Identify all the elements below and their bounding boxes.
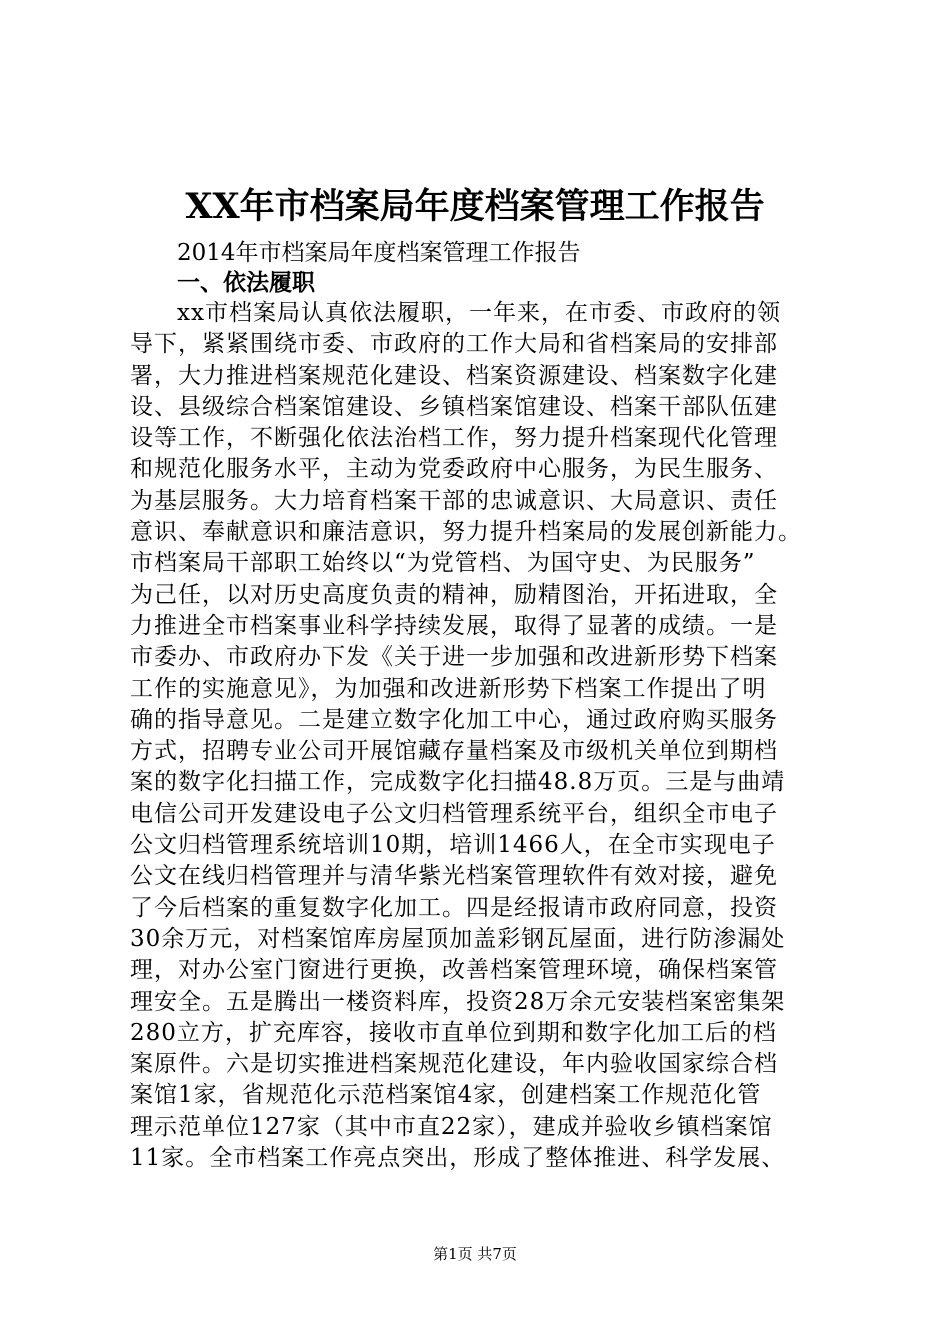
body-line: 电信公司开发建设电子公文归档管理系统平台，组织全市电子 <box>130 800 778 827</box>
body-line: 11家。全市档案工作亮点突出，形成了整体推进、科学发展、 <box>130 1145 786 1172</box>
body-line: 署，大力推进档案规范化建设、档案资源建设、档案数字化建 <box>130 362 778 389</box>
body-line: 方式，招聘专业公司开展馆藏存量档案及市级机关单位到期档 <box>130 738 778 765</box>
body-line: 确的指导意见。二是建立数字化加工中心，通过政府购买服务 <box>130 706 778 733</box>
body-line: 工作的实施意见》，为加强和改进新形势下档案工作提出了明 <box>130 675 767 702</box>
body-line: 和规范化服务水平，主动为党委政府中心服务，为民生服务、 <box>130 456 778 483</box>
body-line: 了今后档案的重复数字化加工。四是经报请市政府同意，投资 <box>130 894 778 921</box>
body-line: 公文在线归档管理并与清华紫光档案管理软件有效对接，避免 <box>130 863 778 890</box>
document-subtitle: 2014年市档案局年度档案管理工作报告 <box>177 240 581 266</box>
body-line: 理安全。五是腾出一楼资料库，投资28万余元安装档案密集架 <box>130 988 786 1015</box>
body-line: 导下，紧紧围绕市委、市政府的工作大局和省档案局的安排部 <box>130 331 778 358</box>
body-line: 30余万元，对档案馆库房屋顶加盖彩钢瓦屋面，进行防渗漏处 <box>130 925 786 952</box>
body-line: 280立方，扩充库容，接收市直单位到期和数字化加工后的档 <box>130 1019 777 1046</box>
page-footer: 第1页 共7页 <box>433 1245 517 1263</box>
body-line: 为基层服务。大力培育档案干部的忠诚意识、大局意识、责任 <box>130 487 778 514</box>
body-line: 市档案局干部职工始终以“为党管档、为国守史、为民服务” <box>130 550 756 577</box>
body-line: 市委办、市政府办下发《关于进一步加强和改进新形势下档案 <box>130 644 778 671</box>
body-line: 为己任，以对历史高度负责的精神，励精图治，开拓进取，全 <box>130 581 778 608</box>
body-line: 设、县级综合档案馆建设、乡镇档案馆建设、档案干部队伍建 <box>130 393 778 420</box>
body-line: 理示范单位127家（其中市直22家），建成并验收乡镇档案馆 <box>130 1113 773 1140</box>
document-title: XX年市档案局年度档案管理工作报告 <box>185 186 765 227</box>
body-line: 案的数字化扫描工作，完成数字化扫描48.8万页。三是与曲靖 <box>130 769 786 796</box>
body-line: 公文归档管理系统培训10期，培训1466人，在全市实现电子 <box>130 832 776 859</box>
body-line: xx市档案局认真依法履职，一年来，在市委、市政府的领 <box>177 300 781 326</box>
body-line: 案原件。六是切实推进档案规范化建设，年内验收国家综合档 <box>130 1051 778 1078</box>
body-paragraph <box>130 298 830 1174</box>
body-line: 意识、奉献意识和廉洁意识，努力提升档案局的发展创新能力。 <box>130 519 802 546</box>
section-heading: 一、依法履职 <box>177 269 315 296</box>
body-line: 设等工作，不断强化依法治档工作，努力提升档案现代化管理 <box>130 425 778 452</box>
body-line: 力推进全市档案事业科学持续发展，取得了显著的成绩。一是 <box>130 612 778 639</box>
body-line: 案馆1家，省规范化示范档案馆4家，创建档案工作规范化管 <box>130 1082 762 1109</box>
body-line: 理，对办公室门窗进行更换，改善档案管理环境，确保档案管 <box>130 957 778 984</box>
